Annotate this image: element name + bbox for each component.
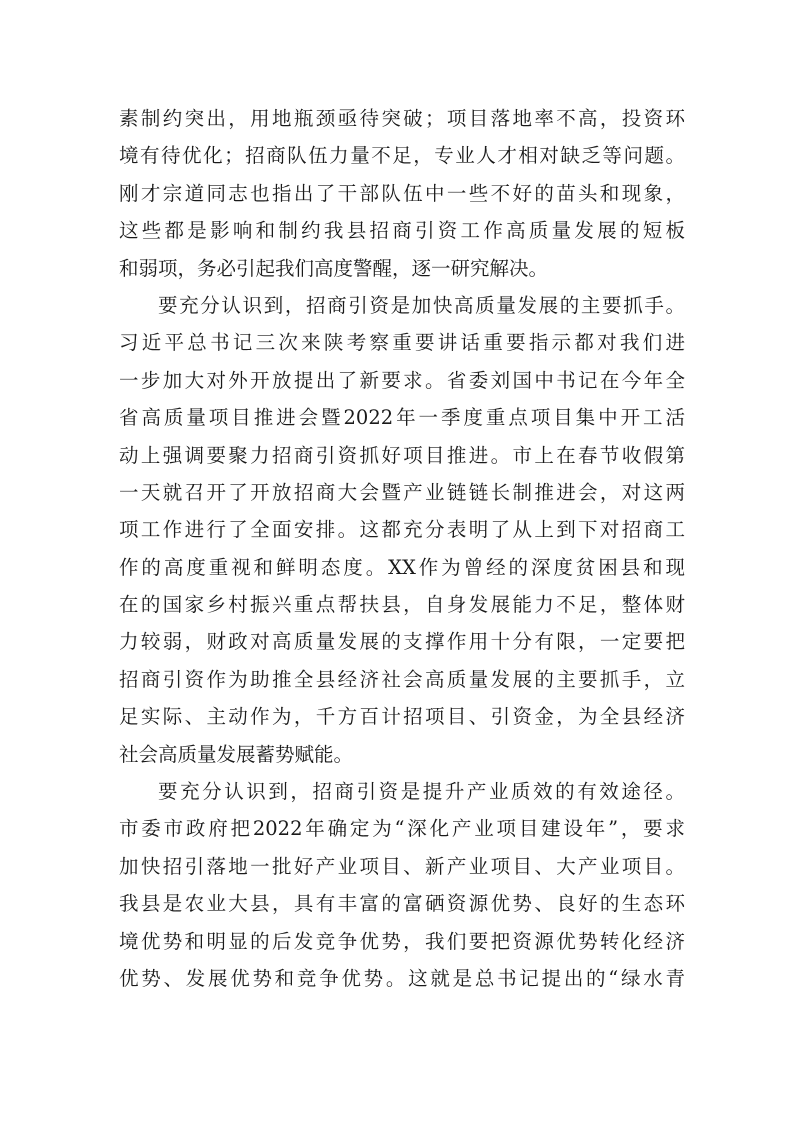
text-line: 足实际、主动作为，千方百计招项目、引资金，为全县经济 [119,705,685,729]
text-line: 力较弱，财政对高质量发展的支撑作用十分有限，一定要把 [119,630,685,654]
text-line: 省高质量项目推进会暨2022年一季度重点项目集中开工活 [119,406,685,430]
text-line: 刚才宗道同志也指出了干部队伍中一些不好的苗头和现象， [119,181,685,205]
paragraph-first-line: 要充分认识到，招商引资是加快高质量发展的主要抓手。 [158,293,685,317]
text-line: 市委市政府把2022年确定为“深化产业项目建设年”，要求 [119,817,685,841]
text-line: 一天就召开了开放招商大会暨产业链链长制推进会，对这两 [119,480,685,504]
text-line: 境有待优化；招商队伍力量不足，专业人才相对缺乏等问题。 [119,144,685,168]
text-line: 习近平总书记三次来陕考察重要讲话重要指示都对我们进 [119,331,685,355]
text-line: 动上强调要聚力招商引资抓好项目推进。市上在春节收假第 [119,443,685,467]
text-line: 这些都是影响和制约我县招商引资工作高质量发展的短板 [119,219,685,243]
text-line: 一步加大对外开放提出了新要求。省委刘国中书记在今年全 [119,368,685,392]
text-line: 和弱项，务必引起我们高度警醒，逐一研究解决。 [119,256,549,280]
text-line: 优势、发展优势和竞争优势。这就是总书记提出的“绿水青 [119,966,685,990]
text-line: 项工作进行了全面安排。这都充分表明了从上到下对招商工 [119,518,685,542]
text-line: 素制约突出，用地瓶颈亟待突破；项目落地率不高，投资环 [119,107,685,130]
body-text [119,100,685,997]
text-line: 社会高质量发展蓄势赋能。 [119,742,354,766]
paragraph-first-line: 要充分认识到，招商引资是提升产业质效的有效途径。 [158,780,685,804]
text-line: 境优势和明显的后发竞争优势，我们要把资源优势转化经济 [119,929,685,953]
text-line: 加快招引落地一批好产业项目、新产业项目、大产业项目。 [119,854,685,878]
text-line: 我县是农业大县，具有丰富的富硒资源优势、良好的生态环 [119,892,685,916]
text-line: 作的高度重视和鲜明态度。XX作为曾经的深度贫困县和现 [119,555,685,579]
text-line: 招商引资作为助推全县经济社会高质量发展的主要抓手，立 [119,667,685,691]
text-line: 在的国家乡村振兴重点帮扶县，自身发展能力不足，整体财 [119,593,685,617]
